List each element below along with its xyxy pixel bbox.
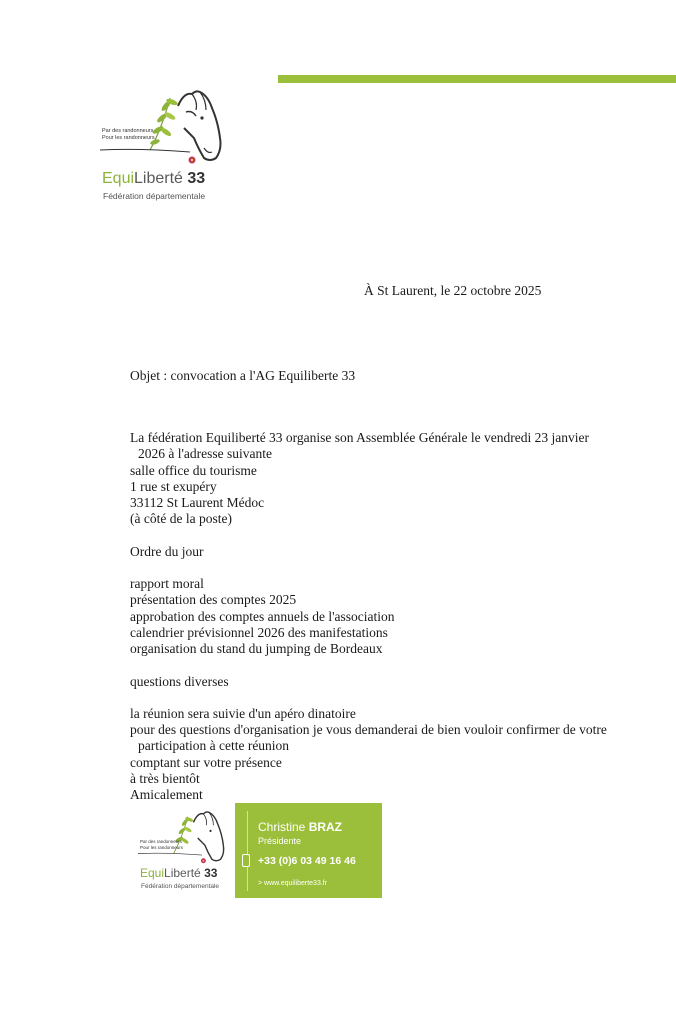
footer-logo-tagline [140,839,183,850]
logo-brand-equi: Equi [102,170,135,187]
signature-first-name: Christine [258,820,309,834]
logo-brand-number: 33 [187,170,206,187]
agenda-item: présentation des comptes 2025 [130,592,297,608]
footer-logo-subtitle: Fédération départementale [141,883,220,890]
logo-tagline-line-1: Par des randonneurs [102,128,154,134]
logo-brand-liberte: Liberté [134,170,183,187]
signature-last-name: BRAZ [308,820,343,834]
signature-phone[interactable]: +33 (0)6 03 49 16 46 [258,855,356,867]
footer-brand-liberte: Liberté [164,866,201,880]
equiliberte-logo [100,88,235,208]
letter-date: À St Laurent, le 22 octobre 2025 [364,283,542,298]
closing-line-2: pour des questions d'organisation je vous demanderai de bien vouloir confirmer de votre [130,722,607,738]
header-accent-bar [278,75,676,83]
agenda-title: Ordre du jour [130,543,204,559]
agenda-item: approbation des comptes annuels de l'association [130,608,395,624]
footer-logo-brand [140,866,217,880]
footer-brand-number: 33 [204,866,218,880]
logo-tagline-line-2: Pour les randonneurs [102,135,155,141]
logo-subtitle: Fédération départementale [103,191,206,201]
letter-body [130,430,630,804]
closing-line-6: Amicalement [130,787,203,803]
signature-role: Présidente [258,836,302,846]
intro-line-1: La fédération Equiliberté 33 organise son Assemblée Générale le vendredi 23 janvier [130,430,589,445]
logo-brand-name [102,170,205,188]
phone-icon [242,854,250,867]
footer-logo [138,808,234,900]
letter-object: Objet : convocation a l'AG Equiliberte 33 [130,368,356,383]
closing-line-5: à très bientôt [130,771,200,787]
signature-website-link[interactable]: > www.equiliberte33.fr [258,880,328,887]
footer-brand-equi: Equi [140,866,165,880]
agenda-item: organisation du stand du jumping de Bordeaux [130,641,383,657]
logo-tagline [102,128,155,142]
questions-line: questions diverses [130,673,229,689]
address-line-4: (à côté de la poste) [130,511,232,527]
signature-name [258,820,342,834]
closing-line-4: comptant sur votre présence [130,754,282,770]
address-line-3: 33112 St Laurent Médoc [130,495,265,511]
horse-head-icon [138,808,234,868]
signature-card [235,803,382,898]
closing-line-1: la réunion sera suivie d'un apéro dinatoire [130,705,356,721]
footer-tagline-line-1: Par des randonneurs [140,839,183,844]
closing-line-3: participation à cette réunion [138,738,290,754]
address-line-2: 1 rue st exupéry [130,478,217,494]
footer-tagline-line-2: Pour les randonneurs [140,844,184,850]
intro-line-2: 2026 à l'adresse suivante [138,446,273,462]
address-line-1: salle office du tourisme [130,462,257,478]
signature-divider [247,811,248,891]
agenda-item: calendrier prévisionnel 2026 des manifestations [130,624,388,640]
agenda-item: rapport moral [130,576,204,592]
